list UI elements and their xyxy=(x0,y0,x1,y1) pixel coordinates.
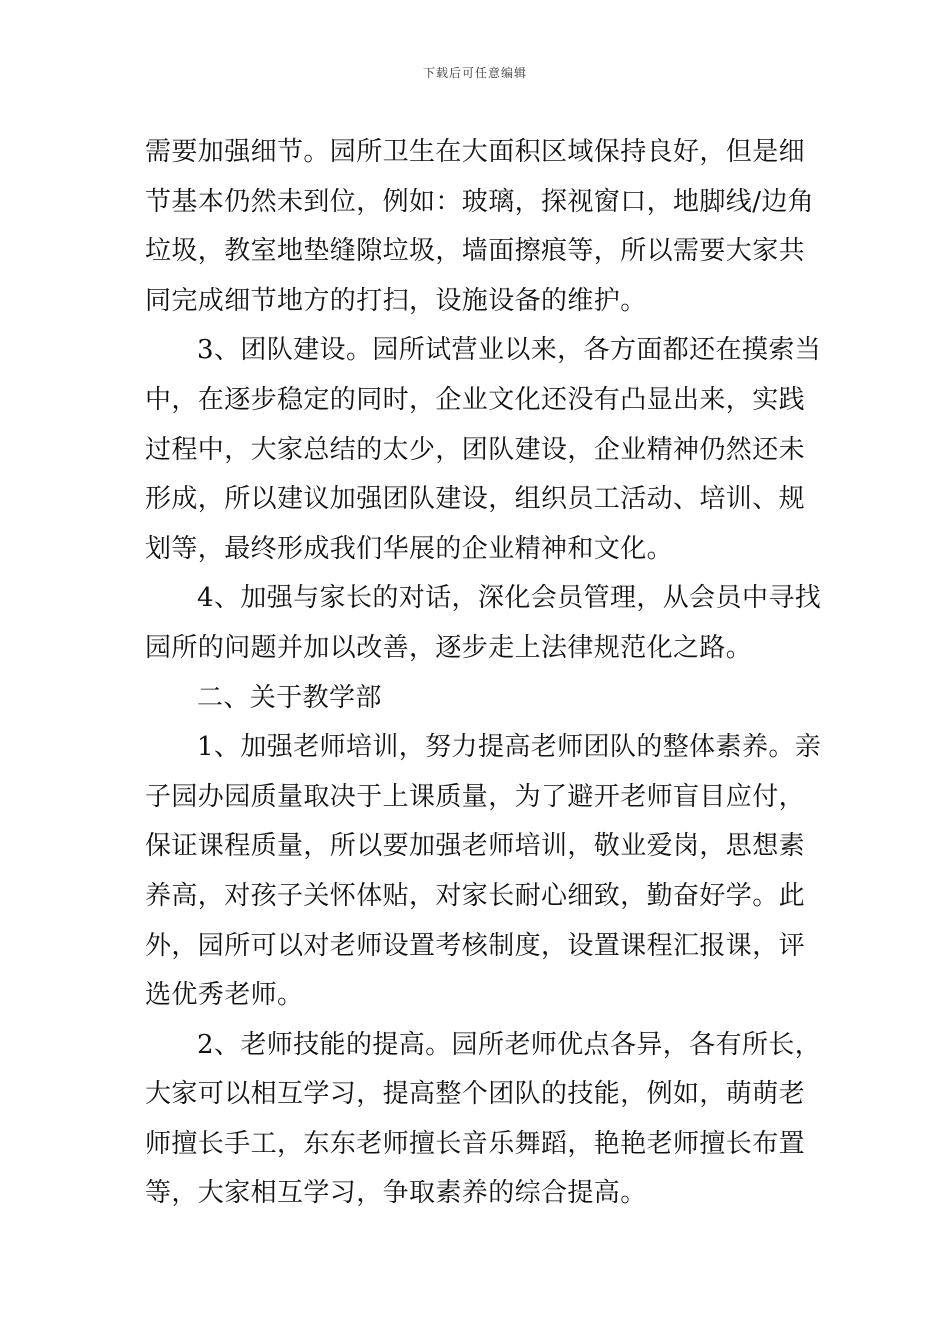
text-line: 1、加强老师培训，努力提高老师团队的整体素养。亲 xyxy=(197,732,822,763)
text-line: 等，大家相互学习，争取素养的综合提高。 xyxy=(145,1178,647,1209)
text-line: 子园办园质量取决于上课质量，为了避开老师盲目应付， xyxy=(145,781,806,812)
text-line: 垃圾，教室地垫缝隙垃圾，墙面擦痕等，所以需要大家共 xyxy=(145,236,806,267)
text-line: 保证课程质量，所以要加强老师培训，敬业爱岗，思想素 xyxy=(145,831,806,862)
text-line: 3、团队建设。园所试营业以来，各方面都还在摸索当 xyxy=(197,335,822,366)
text-line: 形成，所以建议加强团队建设，组织员工活动、培训、规 xyxy=(145,484,806,515)
text-line: 划等，最终形成我们华展的企业精神和文化。 xyxy=(145,533,674,564)
text-line: 选优秀老师。 xyxy=(145,980,304,1011)
section-heading xyxy=(145,674,807,724)
text-line: 4、加强与家长的对话，深化会员管理，从会员中寻找 xyxy=(197,583,822,614)
text-line: 同完成细节地方的打扫，设施设备的维护。 xyxy=(145,285,647,316)
text-line: 大家可以相互学习，提高整个团队的技能，例如，萌萌老 xyxy=(145,1079,806,1110)
text-line: 中，在逐步稳定的同时，企业文化还没有凸显出来，实践 xyxy=(145,384,806,415)
text-line: 二、关于教学部 xyxy=(197,682,382,713)
text-line: 2、老师技能的提高。园所老师优点各异，各有所长， xyxy=(197,1029,822,1060)
paragraph xyxy=(145,1021,822,1219)
header-note: 下载后可任意编辑 xyxy=(422,66,527,80)
paragraph xyxy=(145,574,822,673)
text-line: 师擅长手工，东东老师擅长音乐舞蹈，艳艳老师擅长布置 xyxy=(145,1128,806,1159)
text-line: 节基本仍然未到位，例如：玻璃，探视窗口，地脚线/边角 xyxy=(145,186,815,217)
text-line: 外，园所可以对老师设置考核制度，设置课程汇报课，评 xyxy=(145,930,806,961)
text-line: 过程中，大家总结的太少，团队建设，企业精神仍然还未 xyxy=(145,434,806,465)
paragraph xyxy=(145,128,815,326)
text-line: 养高，对孩子关怀体贴，对家长耐心细致，勤奋好学。此 xyxy=(145,880,806,911)
text-line: 需要加强细节。园所卫生在大面积区域保持良好，但是细 xyxy=(145,137,806,167)
paragraph xyxy=(145,326,822,574)
paragraph xyxy=(145,723,822,1021)
document-body xyxy=(145,128,822,1219)
text-line: 园所的问题并加以改善，逐步走上法律规范化之路。 xyxy=(145,632,753,663)
